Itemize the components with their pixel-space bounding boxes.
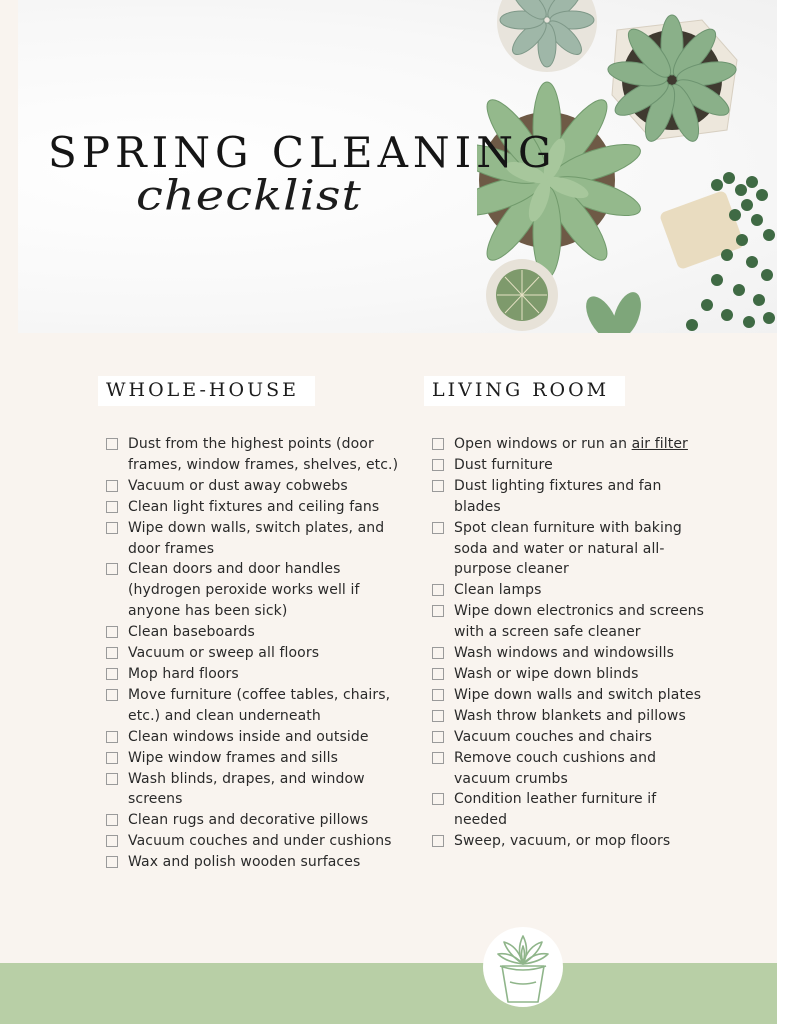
checklist-item (98, 748, 403, 769)
checklist-item (98, 622, 403, 643)
checkbox[interactable] (432, 459, 444, 471)
checklist-item (98, 497, 403, 518)
checkbox[interactable] (106, 438, 118, 450)
checklist-item-text: Spot clean furniture with baking (454, 519, 682, 536)
checklist-item (98, 852, 403, 873)
checklist-item-text: vacuum crumbs (454, 770, 568, 787)
checkbox[interactable] (106, 501, 118, 513)
checklist-item (98, 476, 403, 497)
checklist-item-text: needed (454, 812, 508, 829)
checklist-item (98, 643, 403, 664)
checkbox[interactable] (106, 814, 118, 826)
checklist-item (424, 455, 724, 476)
checkbox[interactable] (106, 626, 118, 638)
checklist-item-text: Remove couch cushions and (454, 749, 657, 766)
checklist-item-text: Wash blinds, drapes, and window (128, 770, 365, 787)
checkbox[interactable] (106, 835, 118, 847)
potted-succulent-icon (480, 922, 566, 1008)
checklist-item-text: Dust furniture (454, 456, 553, 473)
checklist-item-text: Wash windows and windowsills (454, 645, 674, 662)
checklist-item-text: Clean lamps (454, 582, 542, 599)
checkbox[interactable] (432, 522, 444, 534)
checkbox[interactable] (432, 584, 444, 596)
checkbox[interactable] (432, 731, 444, 743)
checklist-item (98, 434, 403, 476)
checklist-item-text: Clean light fixtures and ceiling fans (128, 498, 380, 515)
checklist-item (98, 810, 403, 831)
checklist-item-text: with a screen safe cleaner (454, 624, 641, 641)
checkbox[interactable] (432, 793, 444, 805)
living-room-section (424, 376, 724, 852)
checkbox[interactable] (432, 605, 444, 617)
checkbox[interactable] (106, 522, 118, 534)
checklist-item-text: (hydrogen peroxide works well if (128, 582, 360, 599)
page-title: SPRING CLEANING (48, 128, 557, 177)
section-heading: WHOLE-HOUSE (98, 376, 315, 406)
checklist-item-text: purpose cleaner (454, 561, 569, 578)
checklist-item-text: Move furniture (coffee tables, chairs, (128, 686, 391, 703)
checklist-item (98, 664, 403, 685)
checklist-item-text: Clean doors and door handles (128, 561, 341, 578)
checklist-item-text: Dust from the highest points (door (128, 436, 374, 452)
checklist-item-text: Mop hard floors (128, 665, 239, 682)
checkbox[interactable] (106, 731, 118, 743)
checklist-item-text: etc.) and clean underneath (128, 707, 321, 724)
checklist-item (424, 831, 724, 852)
checklist-item (424, 476, 724, 518)
footer-band (0, 963, 777, 1024)
cactus-small (486, 259, 558, 331)
hero-banner (18, 0, 777, 333)
checklist-item-text: Sweep, vacuum, or mop floors (454, 833, 671, 850)
checkbox[interactable] (106, 856, 118, 868)
checkbox[interactable] (432, 438, 444, 450)
checklist-item-text: door frames (128, 540, 215, 557)
checkbox[interactable] (432, 689, 444, 701)
checklist-item (98, 559, 403, 622)
checklist-item (98, 769, 403, 811)
checkbox[interactable] (106, 480, 118, 492)
checklist-item (98, 518, 403, 560)
checklist-item (424, 706, 724, 727)
checkbox[interactable] (106, 689, 118, 701)
checkbox[interactable] (432, 835, 444, 847)
whole-house-section (98, 376, 403, 873)
checklist-item-text: Wipe down walls, switch plates, and (128, 519, 385, 536)
checklist-item-text: Vacuum couches and chairs (454, 728, 653, 745)
checklist-item-text: Wash throw blankets and pillows (454, 707, 686, 724)
checklist-item-text: frames, window frames, shelves, etc.) (128, 456, 399, 473)
succulent-top-right (606, 15, 738, 145)
checklist-item (424, 789, 724, 831)
checkbox[interactable] (432, 668, 444, 680)
checklist (98, 434, 403, 873)
checklist-item (424, 434, 724, 455)
checklist-item-text: Clean rugs and decorative pillows (128, 812, 369, 829)
checklist-item-text: Wipe down walls and switch plates (454, 686, 702, 703)
checklist-item-text: Condition leather furniture if (454, 791, 657, 808)
checklist-item-text: Vacuum or sweep all floors (128, 645, 320, 662)
checklist-item (98, 685, 403, 727)
checklist-item-text: Wax and polish wooden surfaces (128, 854, 361, 871)
checklist-item-text: soda and water or natural all- (454, 540, 665, 557)
succulent-top-small (497, 0, 597, 72)
checklist-item-text: Dust lighting fixtures and fan (454, 477, 662, 494)
checkbox[interactable] (106, 563, 118, 575)
succulent-bottom (580, 288, 647, 333)
checklist (424, 434, 724, 852)
checkbox[interactable] (432, 647, 444, 659)
checklist-item (424, 727, 724, 748)
checklist-item-text: Vacuum or dust away cobwebs (128, 477, 348, 494)
checklist-item (424, 601, 724, 643)
checklist-item (424, 748, 724, 790)
checklist-item-text: Wash or wipe down blinds (454, 665, 639, 682)
checklist-item (424, 580, 724, 601)
checkbox[interactable] (106, 773, 118, 785)
checklist-item (424, 518, 724, 581)
checklist-item-text (454, 434, 724, 455)
checklist-item (98, 727, 403, 748)
checklist-item-text: Wipe window frames and sills (128, 749, 339, 766)
succulent-beads (659, 172, 775, 331)
checklist-item-text: Wipe down electronics and screens (454, 603, 705, 620)
checklist-item-text: screens (128, 791, 183, 808)
checklist-item-text: Clean windows inside and outside (128, 728, 369, 745)
page-subtitle-script: checklist (136, 172, 362, 220)
checkbox[interactable] (432, 480, 444, 492)
checkbox[interactable] (432, 752, 444, 764)
checkbox[interactable] (106, 647, 118, 659)
checklist-item (424, 685, 724, 706)
checklist-item-text: blades (454, 498, 501, 515)
checklist-item-text: anyone has been sick) (128, 603, 288, 620)
checkbox[interactable] (106, 752, 118, 764)
checklist-item-text: Open windows or run an (454, 436, 632, 452)
checklist-item (424, 643, 724, 664)
checklist-item-text: Vacuum couches and under cushions (128, 833, 392, 850)
checkbox[interactable] (432, 710, 444, 722)
air-filter-link[interactable]: air filter (631, 436, 688, 452)
checklist-item (98, 831, 403, 852)
checkbox[interactable] (106, 668, 118, 680)
checklist-item-text: Clean baseboards (128, 624, 255, 641)
checklist-item (424, 664, 724, 685)
section-heading: LIVING ROOM (424, 376, 625, 406)
